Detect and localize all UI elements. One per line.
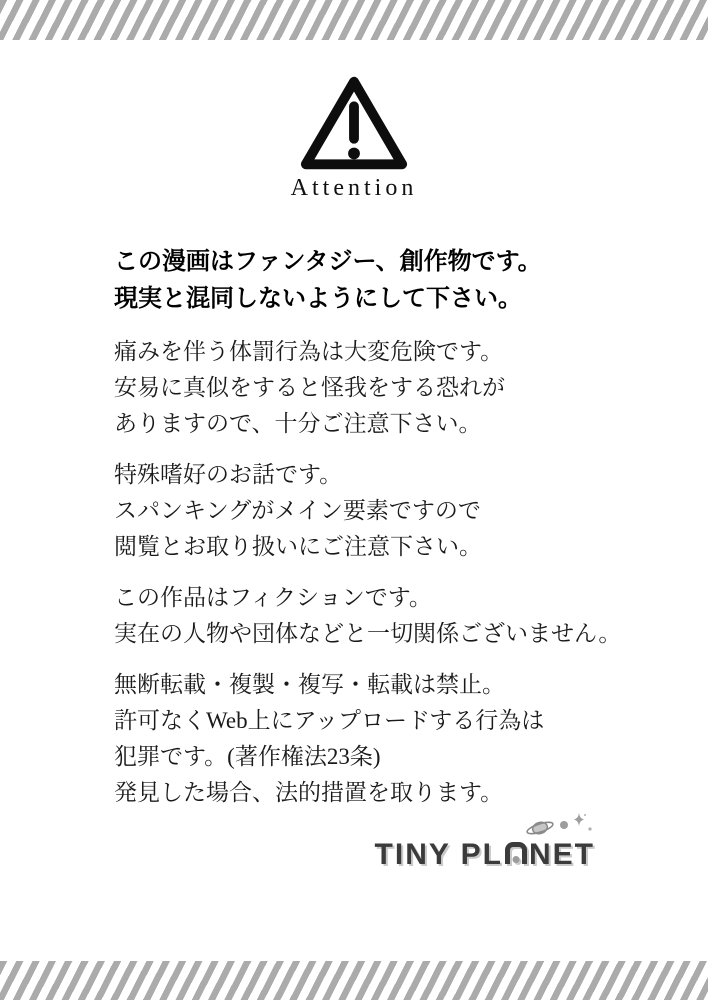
text-line: 実在の人物や団体などと一切関係ございません。 — [114, 621, 622, 646]
striped-border-bottom — [0, 961, 708, 1000]
logo-wordmark — [375, 840, 595, 870]
paragraph-fantasy-notice — [114, 244, 668, 318]
warning-triangle-icon — [297, 73, 411, 173]
striped-border-top — [0, 0, 708, 40]
text-line: この作品はフィクションです。 — [114, 585, 432, 610]
stylized-letter-a — [505, 842, 527, 864]
logo-text-suffix: NET — [529, 838, 595, 871]
paragraph-content-warning — [114, 457, 668, 565]
attention-header — [0, 73, 708, 202]
planet-dot-in-a — [513, 856, 520, 863]
text-line: 許可なくWeb上にアップロードする行為は — [114, 708, 545, 733]
star-dot — [560, 821, 568, 829]
text-line: 安易に真似をすると怪我をする恐れが — [114, 375, 505, 400]
paragraph-fiction-notice — [114, 580, 668, 652]
disclaimer-text — [114, 244, 668, 826]
text-line: 発見した場合、法的措置を取ります。 — [114, 780, 504, 805]
logo-text-prefix: TINY PL — [374, 838, 503, 871]
paragraph-danger-warning — [114, 334, 668, 442]
text-line: ありますので、十分ご注意下さい。 — [114, 411, 482, 436]
paragraph-copyright-notice — [114, 667, 668, 811]
saturn-planet-icon — [524, 812, 598, 840]
text-line: 閲覧とお取り扱いにご注意下さい。 — [114, 534, 482, 559]
text-line: 犯罪です。(著作権法23条) — [114, 744, 381, 769]
text-line: 現実と混同しないようにして下さい。 — [114, 286, 522, 312]
text-line: 特殊嗜好のお話です。 — [114, 462, 343, 487]
text-line: 痛みを伴う体罰行為は大変危険です。 — [114, 339, 504, 364]
text-line: 無断転載・複製・複写・転載は禁止。 — [114, 672, 505, 697]
tiny-planet-logo — [375, 812, 595, 870]
sparkle-icon — [574, 813, 584, 826]
text-line: スパンキングがメイン要素ですので — [114, 498, 481, 523]
attention-label: Attention — [290, 175, 418, 201]
text-line: この漫画はファンタジー、創作物です。 — [114, 249, 542, 275]
